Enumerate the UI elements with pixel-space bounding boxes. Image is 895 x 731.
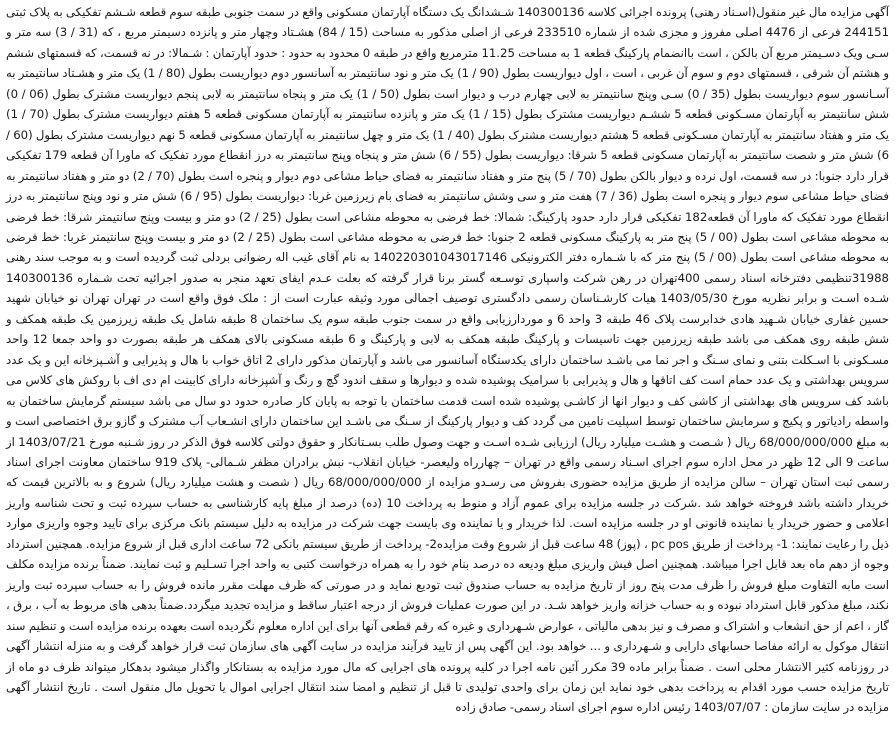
notice-paragraph [6, 2, 889, 718]
signature-line: رئیس اداره سوم اجرای اسناد رسمی- صادق زاده [455, 700, 691, 715]
publication-date: 1403/07/07 [693, 700, 762, 715]
notice-body-text: آگهی مزایده مال غیر منقول(اسـناد رهنی) پرونده اجرائی کلاسه 140300136 شـشدانگ یک دستگاه آپارتمان مسکونی واقع در سمت جنوبی طبقه سوم قطعه شـشم تفکیکی به پلاک ثبتی 244151 فرعی از 4476 اصلی مفروز و مجزی شده از شماره 233510 فرعی از اصلی مذکور به مساحت (15 / 84) هشـتاد وچهار متر و پانزده دسیمتر مربع ، که (31 / 3) سه متر و سـی ویک دسـیمتر مربع آن بالکن ، است باانضمام پارکینگ قطعه 1 به مساحت 11.25 مترمربع واقع در طبقه 0 محدود به حدود : حدود آپارتمان : شـمالا: در نه قسمت، که قسمتهای ششم و هشتم آن شرقی ، قسمتهای دوم و سوم آن غربی ، است ، اول دیواریست بطول (90 / 1) یک متر و نود سانتیمتر به آسانسور دوم دیواریست بطول (80 / 1) یک متر و هشـتاد سانتیمتر به آسـانسور سوم دیواریست بطول (35 / 0) سـی وپنج سانتیمتر به لابی چهارم درب و دیوار است بطول (50 / 1) یک متر و پنجاه سانتیمتر به لابی پنجم دیواریست مشترک بطول (06 / 0) شش سانتیمتر به آپارتمان مسـکونی قطعه 5 ششـم دیواریست مشترک بطول (15 / 1) یک متر و پانزده سانتیمتر به آپارتمان مسکونی قطعه 5 هفتم دیواریست مشترک بطول (70 / 1) یک متر و هفتاد سانتیمتر به آپارتمان مسـکونی قطعه 5 هشتم دیواریست مشترک بطول (40 / 1) یک متر و چهل سانتیمتر به آپارتمان مسکونی قطعه 5 نهم دیواریست مشترک بطول (60 / 6) شش متر و شصت سانتیمتر به آپارتمان مسکونی قطعه 5 شرقا: دیواریست بطول (55 / 6) شش متر و پنجاه وپنج سانتیمتر به درز انقطاع مورد تفکیک که ماورا آن قطعه 179 تفکیکی قرار دارد جنوبا: در سه قسمت، اول نرده و دیوار بالکن بطول (70 / 5) پنج متر و هفتاد سانتیمتر به فضای حیاط مشاعی دوم دیوار و پنجره است بطول (70 / 2) دو متر و هفتاد سانتیمتر به فضای حیاط مشاعی سوم دیوار و پنجره است بطول (36 / 7) هفت متر و سی وشش سانتیمتر به فضای بام زیرزمین غربا: دیواریست بطول (95 / 6) شش متر و نود وپنج سانتیمتر به درز انقطاع مورد تفکیک که ماورا آن قطعه182 تفکیکی قرار دارد حدود پارکینگ: شمالا: خط فرضی به محوطه مشاعی است بطول (25 / 2) دو متر و بیست وپنج سانتیمتر شرقا: خط فرضی به محوطه مشاعی است بطول (00 / 5) پنج متر به پارکینگ مسکونی قطعه 2 جنوبا: خط فرضی به محوطه مشاعی است بطول (25 / 2) دو متر و بیست وپنج سانتیمتر غربا: خط فرضی به محوطه مشاعی است بطول (00 / 5) پنج متر که با شـماره دفتر الکترونیکی 140220301043017146 به نام آقای غیب اله رضوانی بردلی ثبت گردیده است و به موجب سند رهنی 31988تنظیمی دفترخانه اسناد رسمی 400تهران در رهن شرکت واسپاری توسـعه گستر برنا قرار گرفته که بعلت عـدم ایفای تعهد منجر به صدور اجرائیه تحت شـماره 140300136 شـده اسـت و برابر نظریه مورخ 1403/05/30 هیات کارشـناسان رسمی دادگستری توصیف اجمالی مورد وثیقه عبارت است از : ملک فوق واقع است در تهران تهران نو خیابان شهید حسین غفاری خیابان شـهید هادی خدابرست پلاک 46 طبقه 3 واحد 6 و موردارزیابی واقع در سمت جنوب طبقه سوم یک ساختمان 8 طبقه شامل یک طبقه زیرزمین یک طبقه همکف و شش طبقه روی همکف می باشد طبقه زیرزمین جهت تاسیسات و پارکینگ طبقه همکف به لابی و پارکینگ و 6 طبقه مسکونی بالای همکف هر طبقه بصورت دو واحد جمعا 12 واحد مسـکونی با اسـکلت بتنی و نمای سـنگ و اجر نما می باشـد ساختمان دارای یکدستگاه آسانسور می باشد و آپارتمان مذکور دارای 2 اتاق خواب با هال و پذیرایی و آشـپزخانه این و یک عدد سرویس بهداشتی و یک عدد حمام است کف اتاقها و هال و پذیرایی با سرامیک پوشیده شده و دیوارها و سقف اندود گچ و رنگ و آشپزخانه دارای کابینت ام دی اف با روکش های کلاس می باشد کف سرویس های بهداشتی از کاشی کف و دیوار انها از کاشـی پوشیده شده است قدمت ساختمان با توجه به پایان کار صادره حدود دو سال می باشد سیستم گرمایش ساختمان به واسطه رادیاتور و پکیج و سرمایش ساختمان توسط اسپلیت تامین می گردد کف و دیوار پارکینگ از سـنگ می باشـد این ساختمان دارای انشـعاب آب مشترک و گازو برق اختصاصی است و به مبلغ 68/000/000/000 ریال ( شـصت و هشـت میلیارد ریال) ارزیابی شـده اسـت و جهت وصول طلب بسـتانکار و حقوق دولتی کلاسه فوق الذکر در روز شـنبه مورخ 1403/07/21 از ساعت 9 الی 12 ظهر در محل اداره سوم اجرای اسـناد رسمی واقع در تهران – چهارراه ولیعصر- خیابان انقلاب- نبش برادران مظفر شـمالی- پلاک 919 ساختمان معاونت اجرای اسناد رسمی ثبت استان تهران – سالن مزایده از طریق مزایده حضوری بفروش می رسـدو مزایده از 68/000/000/000 ریال ( شصت و هشت میلیارد ریال) شروع و به بالاترین قیمت که خریدار داشته باشد فروخته خواهد شد .شرکت در جلسه مزایده برای عموم آزاد و منوط به پرداخت 10 (ده) درصد از مبلغ پایه کارشناسی به حساب سپرده ثبت و تحت شناسه واریز اعلامی و حضور خریدار یا نماینده قانونی او در جلسه مزایده است. لذا خریدار و یا نماینده وی بایست جهت شرکت در مزایده به دلیل سیستم بانک مرکزی برای تایید وجوه واریزی موارد ذیل را رعایت نمایند: 1- پرداخت از طریق pc pos ، (پوز) 48 ساعت قبل از شروع وقت مزایده2- پرداخت از طریق سیستم بانکی 72 ساعت اداری قبل از شروع مزایده. همچنین استرداد وجوه از دهم ماه بعد قابل اجرا میباشد. همچنین اصل فیش واریزی مبلغ ودیعه ده درصد بنام خود را به همراه درخواست کتبی به واحد اجرا تسـلیم و ثبت نمایند. ضمناً برنده مزایده مکلف است مابه التفاوت مبلغ فروش را ظرف مدت پنج روز از تاریخ مزایده به حساب صندوق ثبت تودیع نماید و در صورتی که ظرف مهلت مقرر مانده فروش را به حساب سپرده ثبت واریز نکند، مبلغ مذکور قابل استرداد نبوده و به حساب خزانه واریز خواهد شـد. در این صورت عملیات فروش از درجه اعتبار ساقط و مزایده تجدید میگردد.ضمناً بدهی های مربوط به آب ، برق ، گاز ، اعم از حق انشعاب و اشتراک و مصرف و نیز بدهی مالیاتی ، عوارض شـهرداری و غیره که رقم قطعی آنها برای این اداره معلوم نگردیده است بعهده برنده مزایده است و تنظیم سند انتقال موکول به ارائه مفاصا حسابهای دارایی و شـهرداری و ... خواهد بود. این آگهی پس از تایید فرآیند مزایده در سایت آگهی های سازمان ثبت قرار خواهد گرفت و به منزله انتشار آگهی در روزنامه کثیر الانتشار محلی است . ضمناً برابر ماده 39 مکرر آئین نامه اجرا در کلیه پرونده های اجرایی که مال مورد مزایده به بستانکار واگذار میشود بدهکار میتواند ظرف دو ماه از تاریخ مزایده حسب مورد اقدام به پرداخت بدهی خود نماید این زمان برای واحدی تولیدی تا قبل از تنظیم و امضا سند انتقال اجرایی اموال یا تحویل مال منقول است . تاریخ انتشار آگهی مزایده در سایت سازمان : [6, 5, 890, 715]
